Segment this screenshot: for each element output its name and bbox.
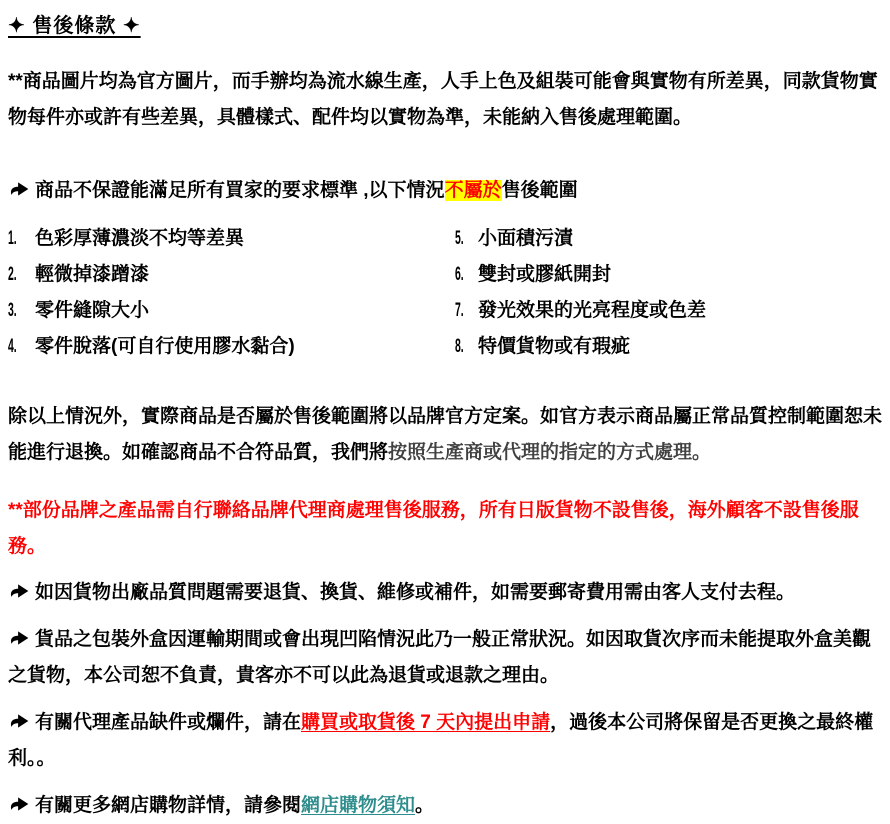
policy-gray-note: 按照生產商或代理的指定的方式處理。: [388, 442, 712, 463]
list-item: [8, 257, 455, 293]
list-item: [455, 293, 882, 329]
intro-paragraph: [8, 64, 882, 136]
list-item: [455, 329, 882, 365]
arrow-icon: [8, 181, 30, 197]
arrow-icon: [8, 630, 30, 646]
list-item-text: 零件縫隙大小: [35, 300, 150, 321]
defect-deadline-emphasis: 購買或取貨後 7 天內提出申請: [301, 712, 551, 733]
list-item-text: 發光效果的光亮程度或色差: [478, 300, 707, 321]
bullet-more-suffix: 。: [415, 795, 435, 816]
list-item-text: 零件脫落(可自行使用膠水黏合): [35, 336, 295, 357]
bullet-return-policy: [8, 575, 882, 611]
list-item-number: 1.: [8, 228, 17, 249]
bullet-more-prefix: 有關更多網店購物詳情，請參閱: [35, 795, 302, 816]
bullet-more-info: [8, 788, 882, 824]
bullet-defect-prefix: 有關代理產品缺件或爛件，請在: [35, 712, 302, 733]
intro-text: **商品圖片均為官方圖片，而手辦均為流水線生產，人手上色及組裝可能會與實物有所差異，同款貨物實物每件亦或許有些差異，具體樣式、配件均以實物為準，未能納入售後處理範圍。: [8, 71, 878, 128]
policy-text: 除以上情況外，實際商品是否屬於售後範圍將以品牌官方定案。如官方表示商品屬正常品質控制範圍恕未能進行退換。如確認商品不合符品質，我們將: [8, 406, 883, 463]
bullet-packaging: [8, 622, 882, 694]
bullet-defect-suffix: ，過後本公司將保留是否更換之最終權利。。: [8, 712, 874, 769]
list-item: [455, 257, 882, 293]
list-item-text: 特價貨物或有瑕疵: [478, 336, 631, 357]
bullet-return-text: 如因貨物出廠品質問題需要退貨、換貨、維修或補件，如需要郵寄費用需由客人支付去程。: [35, 582, 796, 603]
policy-paragraph: [8, 399, 882, 471]
list-item-number: 3.: [8, 300, 17, 321]
bullet-packaging-text: 貨品之包裝外盒因運輸期間或會出現凹陷情況此乃一般正常狀況。如因取貨次序而未能提取外盒美觀之貨物，本公司恕不負責，貴客亦不可以此為退貨或退款之理由。: [8, 629, 872, 686]
list-item: [455, 221, 882, 257]
not-covered-prefix: 商品不保證能滿足所有買家的要求標準 ,以下情況: [35, 180, 445, 201]
list-item-text: 輕微掉漆蹭漆: [35, 264, 150, 285]
list-item-text: 色彩厚薄濃淡不均等差異: [35, 228, 245, 249]
store-policy-link[interactable]: 網店購物須知: [301, 795, 416, 816]
list-item: [8, 293, 455, 329]
list-item: [8, 329, 455, 365]
arrow-icon: [8, 583, 30, 599]
list-item-number: 7.: [455, 300, 464, 321]
not-covered-suffix: 售後範圍: [501, 180, 578, 201]
list-item-number: 2.: [8, 264, 17, 285]
arrow-icon: [8, 796, 30, 812]
exclusion-list: [8, 221, 882, 365]
list-item: [8, 221, 455, 257]
arrow-icon: [8, 713, 30, 729]
list-item-text: 雙封或膠紙開封: [478, 264, 612, 285]
list-item-text: 小面積污漬: [478, 228, 574, 249]
list-item-number: 5.: [455, 228, 464, 249]
list-item-number: 4.: [8, 336, 17, 357]
list-item-number: 8.: [455, 336, 464, 357]
page-title: ✦ 售後條款 ✦: [8, 15, 141, 37]
red-warning-text: **部份品牌之產品需自行聯絡品牌代理商處理售後服務，所有日版貨物不設售後，海外顧客不設售後服務。: [8, 500, 859, 557]
bullet-defect-claim: [8, 705, 882, 777]
red-warning-paragraph: [8, 493, 882, 565]
not-covered-highlight: 不屬於: [444, 180, 502, 201]
list-item-number: 6.: [455, 264, 464, 285]
not-covered-heading: [8, 173, 882, 209]
